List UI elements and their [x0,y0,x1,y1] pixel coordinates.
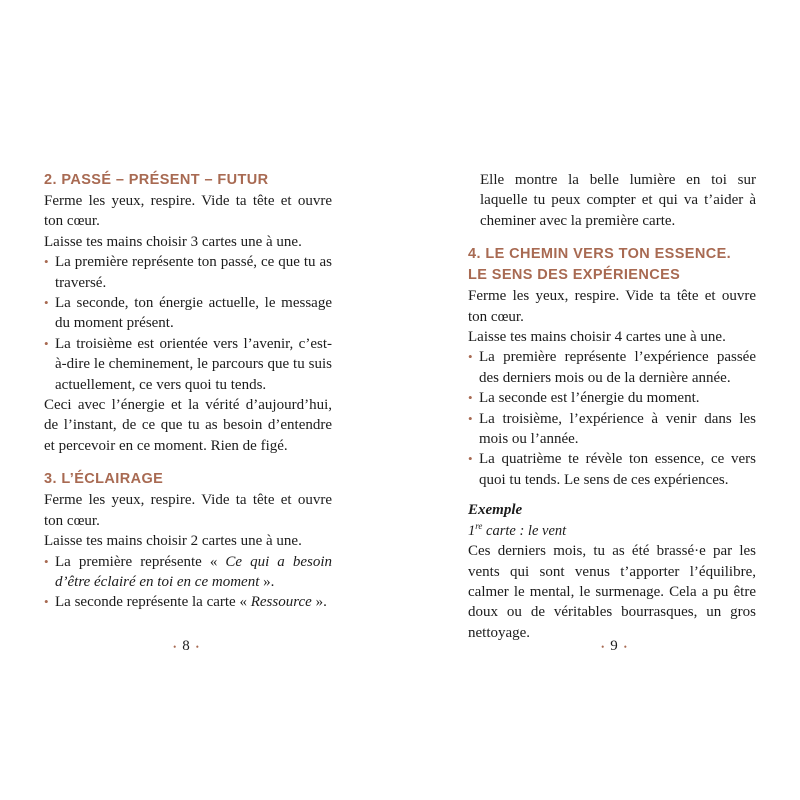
continuation-text: Elle montre la belle lumière en toi sur laquelle tu peux compter et qui va t’aider à cheminer avec la première carte. [480,172,756,229]
section-3-heading: 3. L’ÉCLAIRAGE [44,471,164,488]
section-2-outro: Ceci avec l’énergie et la vérité d’aujourd’hui, de l’instant, de ce que tu as besoin d’entendre et percevoir en ce moment. Rien de figé. [44,397,332,454]
section-4-heading-line-1: 4. LE CHEMIN VERS TON ESSENCE. [468,246,732,263]
section-2-heading: 2. PASSÉ – PRÉSENT – FUTUR [44,172,269,188]
example-card-label: 1re carte : le vent [468,520,567,539]
list-item: • La seconde est l’énergie du moment. [468,388,756,408]
list-item: • La quatrième te révèle ton essence, ce vers quoi tu tends. Le sens de ces expériences. [468,451,756,488]
bullet-icon: • [44,553,49,569]
ornament-icon: • [601,641,605,652]
section-2-list [44,252,332,395]
section-4-heading-line-2: LE SENS DES EXPÉRIENCES [468,267,681,284]
bullet-icon: • [44,335,49,351]
list-item: • La seconde représente la carte « Ressource ». [44,592,332,612]
list-item: • La troisième est orientée vers l’avenir, c’est-à-dire le cheminement, le parcours que tu suis actuellement, ce vers quoi tu tends. [44,335,332,393]
example-title: Exemple [468,502,523,519]
ornament-icon: • [173,641,177,652]
ornament-icon: • [195,641,199,652]
list-item: • La première représente l’expérience passée des derniers mois ou de la dernière année. [468,349,756,386]
bullet-icon: • [468,349,473,365]
list-item: • La troisième, l’expérience à venir dans les mois ou l’année. [468,410,756,448]
right-page [468,170,756,643]
example-body: Ces derniers mois, tu as été brassé·e par les vents qui sont venus t’apporter l’équilibre, calmer le mental, le surmenage. Cela a pu être doux ou de véritables bourrasques, un gros nettoyage. [468,543,756,641]
section-3-intro-2: Laisse tes mains choisir 2 cartes une à une. [44,533,302,550]
section-3-intro-1: Ferme les yeux, respire. Vide ta tête et ouvre ton cœur. [44,492,332,529]
bullet-icon: • [44,254,49,270]
bullet-icon: • [468,390,473,406]
ornament-icon: • [623,641,627,652]
section-2-intro-1: Ferme les yeux, respire. Vide ta tête et ouvre ton cœur. [44,193,332,230]
list-item: • La première représente ton passé, ce que tu as traversé. [44,254,332,291]
section-4-intro-2: Laisse tes mains choisir 4 cartes une à une. [468,329,726,346]
bullet-icon: • [44,295,49,311]
section-4-list [468,347,756,490]
bullet-icon: • [44,594,49,610]
bullet-icon: • [468,410,473,426]
page-number-right: • 9 • [584,638,644,655]
bullet-icon: • [468,451,473,467]
list-item: • La première représente « Ce qui a besoin d’être éclairé en toi en ce moment ». [44,553,332,590]
page-number-left: • 8 • [156,638,216,655]
left-page [44,170,332,613]
section-2-intro-2: Laisse tes mains choisir 3 cartes une à une. [44,233,302,250]
list-item: • La seconde, ton énergie actuelle, le message du moment présent. [44,295,332,332]
section-3-list [44,552,332,613]
section-4-intro-1: Ferme les yeux, respire. Vide ta tête et ouvre ton cœur. [468,288,756,325]
